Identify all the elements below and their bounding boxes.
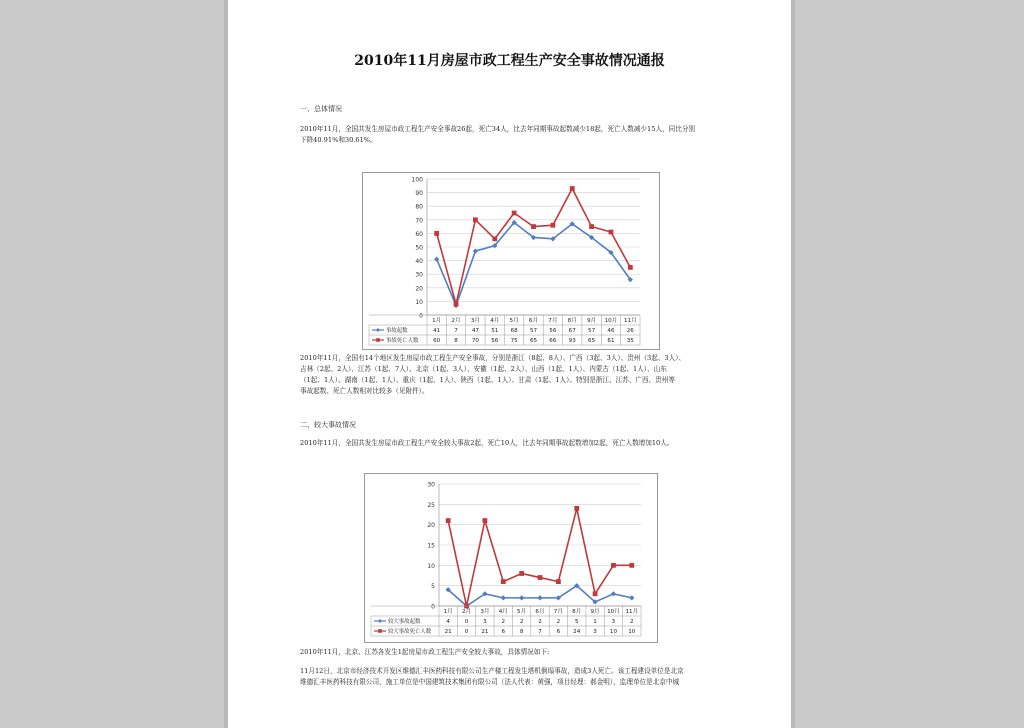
data-point [501, 579, 506, 584]
paragraph-line: 事故起数、死亡人数相对比较多（见附件）。 [300, 387, 429, 395]
data-point [629, 595, 634, 600]
paragraph-line: （1起、1人）、湖南（1起、1人）、重庆（1起、1人）、陕西（1起、1人）、甘肃（1起、1人）。特别是浙江、江苏、广西、贵州等 [300, 376, 675, 384]
data-point [589, 224, 594, 229]
y-tick-label: 80 [415, 203, 423, 211]
paragraph-line: 11月12日，北京市经济技术开发区维德汇丰医药科技有限公司生产楼工程发生塔机倒塌事故，造成3人死亡。该工程建设单位是北京 [300, 667, 684, 675]
data-label: 10 [628, 629, 636, 635]
x-tick-label: 2月 [461, 609, 472, 616]
paragraph-major-summary: 2010年11月，全国共发生房屋市政工程生产安全较大事故2起，死亡10人，比去年同期事故起数增加2起，死亡人数增加10人。 [300, 439, 674, 447]
data-point [538, 575, 543, 580]
x-tick-label: 1月 [443, 609, 453, 616]
x-tick-label: 11月 [623, 318, 637, 325]
data-label: 2 [538, 619, 542, 625]
data-label: 65 [588, 338, 596, 344]
data-label: 3 [611, 619, 616, 625]
data-label: 0 [464, 619, 469, 625]
y-tick-label: 25 [427, 501, 435, 509]
data-label: 3 [483, 619, 487, 625]
y-tick-label: 40 [415, 258, 423, 266]
data-point [492, 236, 497, 241]
x-tick-label: 8月 [572, 609, 582, 616]
data-label: 57 [588, 328, 596, 334]
data-point [483, 518, 488, 523]
y-tick-label: 15 [427, 542, 435, 550]
data-label: 51 [491, 328, 499, 334]
legend-marker [376, 328, 380, 332]
data-point [501, 595, 506, 600]
data-label: 8 [519, 629, 524, 635]
data-point [512, 211, 517, 216]
data-label: 0 [464, 629, 469, 635]
data-label: 1 [593, 619, 597, 625]
legend-label: 事故死亡人数 [386, 338, 419, 344]
data-point [537, 595, 542, 600]
data-label: 47 [471, 328, 479, 334]
x-tick-label: 6月 [528, 318, 539, 325]
data-point [628, 265, 633, 270]
data-label: 60 [433, 338, 441, 344]
y-tick-label: 10 [427, 562, 435, 570]
paragraph-summary [300, 124, 725, 146]
series-line [448, 508, 632, 606]
data-label: 6 [501, 629, 506, 635]
legend-marker [378, 629, 382, 633]
x-tick-label: 11月 [625, 609, 639, 616]
y-tick-label: 20 [415, 285, 423, 293]
paragraph-line: 维德汇丰医药科技有限公司，施工单位是中国建筑技术集团有限公司（法人代表：黄强，项目经理：郝金明），监理单位是北京中城 [300, 678, 680, 686]
data-point [609, 230, 614, 235]
section-heading-overall: 一、总体情况 [300, 105, 342, 113]
y-tick-label: 60 [415, 230, 423, 238]
data-point [473, 248, 478, 253]
x-tick-label: 7月 [553, 609, 563, 616]
x-tick-label: 3月 [480, 609, 490, 616]
data-label: 4 [446, 619, 450, 625]
data-label: 56 [491, 338, 499, 344]
x-tick-label: 4月 [490, 318, 500, 325]
data-point [473, 217, 478, 222]
chart-monthly-accidents [362, 172, 660, 350]
x-tick-label: 2月 [451, 318, 461, 325]
paragraph-incident [300, 666, 725, 688]
legend-label: 较大事故起数 [388, 619, 421, 625]
paragraph-line: 下降40.91%和30.61%。 [300, 136, 377, 144]
x-tick-label: 8月 [567, 318, 577, 325]
data-point [629, 563, 634, 568]
x-tick-label: 3月 [470, 318, 480, 325]
x-tick-label: 9月 [590, 609, 600, 616]
x-tick-label: 7月 [548, 318, 558, 325]
paragraph-regions [300, 353, 725, 397]
data-point [593, 591, 598, 596]
data-label: 68 [510, 328, 518, 334]
x-tick-label: 5月 [509, 318, 519, 325]
data-label: 3 [593, 629, 597, 635]
data-label: 41 [433, 328, 441, 334]
x-tick-label: 1月 [432, 318, 442, 325]
y-tick-label: 20 [427, 522, 435, 530]
legend-marker [376, 338, 380, 342]
legend-label: 事故起数 [386, 328, 408, 334]
data-label: 67 [568, 328, 576, 334]
data-label: 7 [454, 328, 458, 334]
data-label: 93 [568, 338, 576, 344]
data-point [434, 257, 439, 262]
data-point [550, 223, 555, 228]
data-point [519, 595, 524, 600]
y-tick-label: 0 [419, 312, 423, 320]
y-tick-label: 100 [411, 176, 423, 184]
y-tick-label: 0 [431, 603, 435, 611]
data-label: 70 [471, 338, 479, 344]
paragraph-line: 吉林（2起、2人）、江苏（1起、7人）、北京（1起、3人）、安徽（1起、2人）、山西（1起、1人）、内蒙古（1起、1人）、山东 [300, 365, 667, 373]
y-tick-label: 30 [415, 271, 423, 279]
data-point [446, 518, 451, 523]
legend-marker [378, 619, 382, 623]
data-label: 2 [519, 619, 524, 625]
x-tick-label: 10月 [604, 318, 618, 325]
data-label: 10 [609, 629, 618, 635]
x-tick-label: 10月 [607, 609, 620, 616]
data-point [519, 571, 524, 576]
data-point [570, 186, 575, 191]
series-line [437, 189, 631, 305]
data-label: 7 [538, 629, 542, 635]
document-page [228, 0, 791, 728]
data-label: 66 [549, 338, 557, 344]
data-label: 2 [556, 619, 561, 625]
y-tick-label: 5 [431, 583, 435, 591]
chart-monthly-accidents-svg [363, 173, 659, 349]
data-label: 6 [556, 629, 561, 635]
data-label: 56 [549, 328, 557, 334]
data-label: 2 [501, 619, 506, 625]
data-label: 61 [607, 338, 615, 344]
data-label: 21 [444, 629, 452, 635]
data-label: 57 [529, 328, 538, 334]
y-tick-label: 50 [415, 244, 423, 252]
data-label: 35 [626, 338, 634, 344]
x-tick-label: 6月 [535, 609, 545, 616]
data-label: 24 [573, 629, 581, 635]
data-label: 21 [481, 629, 489, 635]
data-label: 65 [529, 338, 538, 344]
data-label: 8 [454, 338, 458, 344]
chart-major-accidents [364, 473, 658, 643]
paragraph-major-intro: 2010年11月，北京、江苏各发生1起房屋市政工程生产安全较大事故，具体情况如下: [300, 648, 550, 656]
y-tick-label: 30 [427, 481, 435, 489]
chart-major-accidents-svg [365, 474, 657, 642]
data-point [611, 591, 616, 596]
data-point [574, 506, 579, 511]
data-label: 75 [510, 338, 518, 344]
page-shadow-right [791, 0, 795, 728]
y-tick-label: 90 [415, 190, 423, 198]
data-point [556, 579, 561, 584]
paragraph-line: 2010年11月，全国有14个地区发生房屋市政工程生产安全事故，分别是浙江（8起、8人）、广西（3起、3人）、贵州（3起、3人）、 [300, 354, 686, 362]
x-tick-label: 5月 [517, 609, 527, 616]
x-tick-label: 9月 [587, 318, 597, 325]
data-point [531, 224, 536, 229]
legend-label: 较大事故死亡人数 [388, 629, 432, 635]
section-heading-major: 二、较大事故情况 [300, 421, 356, 429]
data-point [611, 563, 616, 568]
x-tick-label: 4月 [498, 609, 508, 616]
data-label: 46 [607, 328, 615, 334]
data-label: 5 [574, 619, 579, 625]
data-label: 2 [630, 619, 634, 625]
data-label: 26 [626, 328, 634, 334]
document-title: 2010年11月房屋市政工程生产安全事故情况通报 [354, 53, 665, 69]
y-tick-label: 10 [415, 298, 423, 306]
paragraph-line: 2010年11月，全国共发生房屋市政工程生产安全事故26起，死亡34人，比去年同期事故起数减少18起，死亡人数减少15人，同比分别 [300, 125, 696, 133]
data-point [454, 302, 459, 307]
data-point [434, 231, 439, 236]
y-tick-label: 70 [415, 217, 423, 225]
